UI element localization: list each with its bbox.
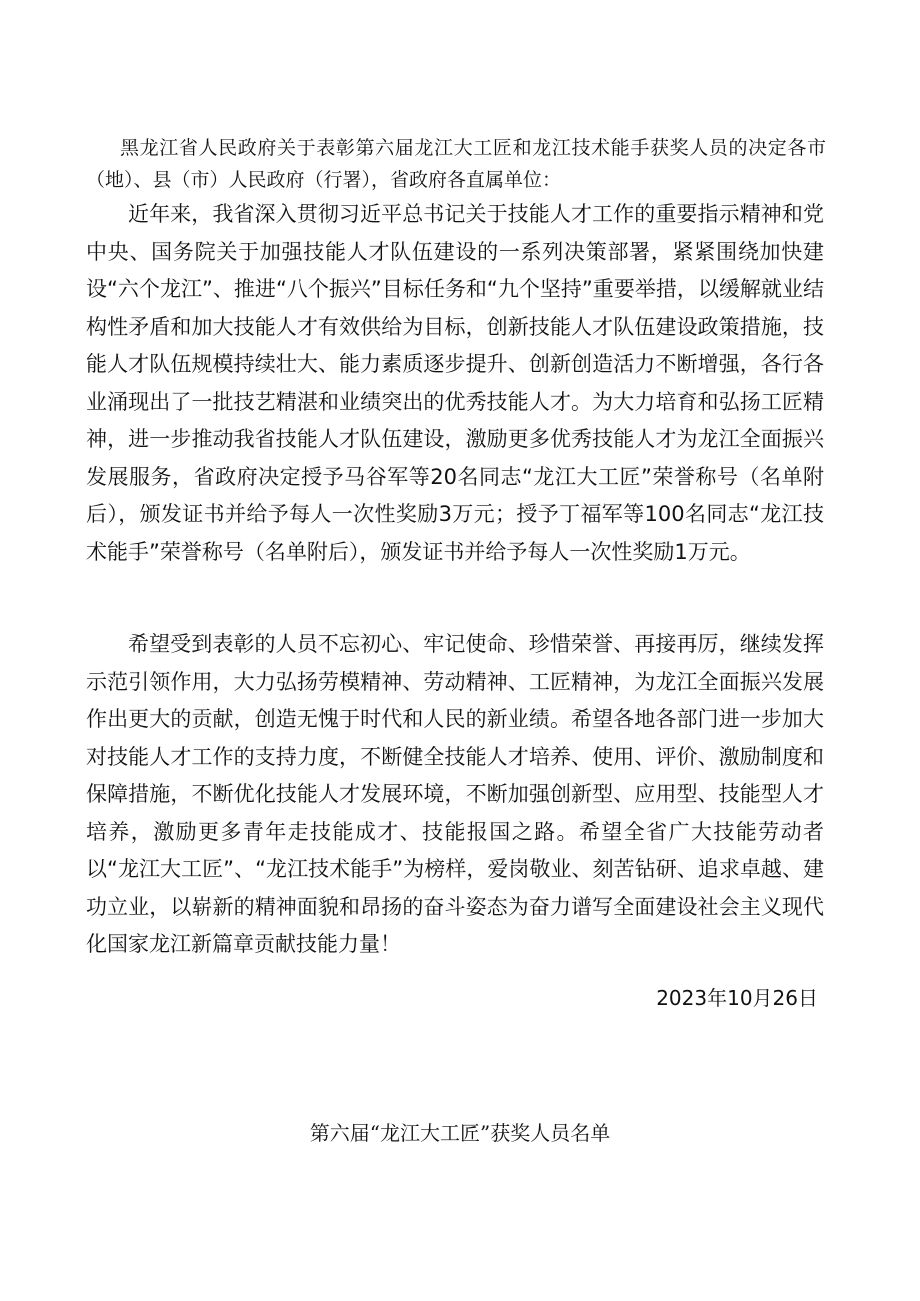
- document-title-and-addressees: 黑龙江省人民政府关于表彰第六届龙江大工匠和龙江技术能手获奖人员的决定各市（地）、县（市）人民政府（行署），省政府各直属单位：: [86, 137, 826, 191]
- body-paragraph-2: 希望受到表彰的人员不忘初心、牢记使命、珍惜荣誉、再接再厉，继续发挥示范引领作用，大力弘扬劳模精神、劳动精神、工匠精神，为龙江全面振兴发展作出更大的贡献，创造无愧于时代和人民的新业绩。希望各地各部门进一步加大对技能人才工作的支持力度，不断健全技能人才培养、使用、评价、激励制度和保障措施，不断优化技能人才发展环境，不断加强创新型、应用型、技能型人才培养，激励更多青年走技能成才、技能报国之路。希望全省广大技能劳动者以“龙江大工匠”、“龙江技术能手”为榜样，爱岗敬业、刻苦钻研、追求卓越、建功立业，以崭新的精神面貌和昂扬的奋斗姿态为奋力谱写全面建设社会主义现代化国家龙江新篇章贡献技能力量！: [86, 632, 824, 956]
- body-paragraph-1: 近年来，我省深入贯彻习近平总书记关于技能人才工作的重要指示精神和党中央、国务院关于加强技能人才队伍建设的一系列决策部署，紧紧围绕加快建设“六个龙江”、推进“八个振兴”目标任务和“九个坚持”重要举措，以缓解就业结构性矛盾和加大技能人才有效供给为目标，创新技能人才队伍建设政策措施，技能人才队伍规模持续壮大、能力素质逐步提升、创新创造活力不断增强，各行各业涌现出了一批技艺精湛和业绩突出的优秀技能人才。为大力培育和弘扬工匠精神，进一步推动我省技能人才队伍建设，激励更多优秀技能人才为龙江全面振兴发展服务，省政府决定授予马谷军等20名同志“龙江大工匠”荣誉称号（名单附后），颁发证书并给予每人一次性奖励3万元；授予丁福军等100名同志“龙江技术能手”荣誉称号（名单附后），颁发证书并给予每人一次性奖励1万元。: [86, 202, 824, 564]
- award-list-title: 第六届“龙江大工匠”获奖人员名单: [309, 1121, 611, 1145]
- document-date: 2023年10月26日: [656, 986, 818, 1010]
